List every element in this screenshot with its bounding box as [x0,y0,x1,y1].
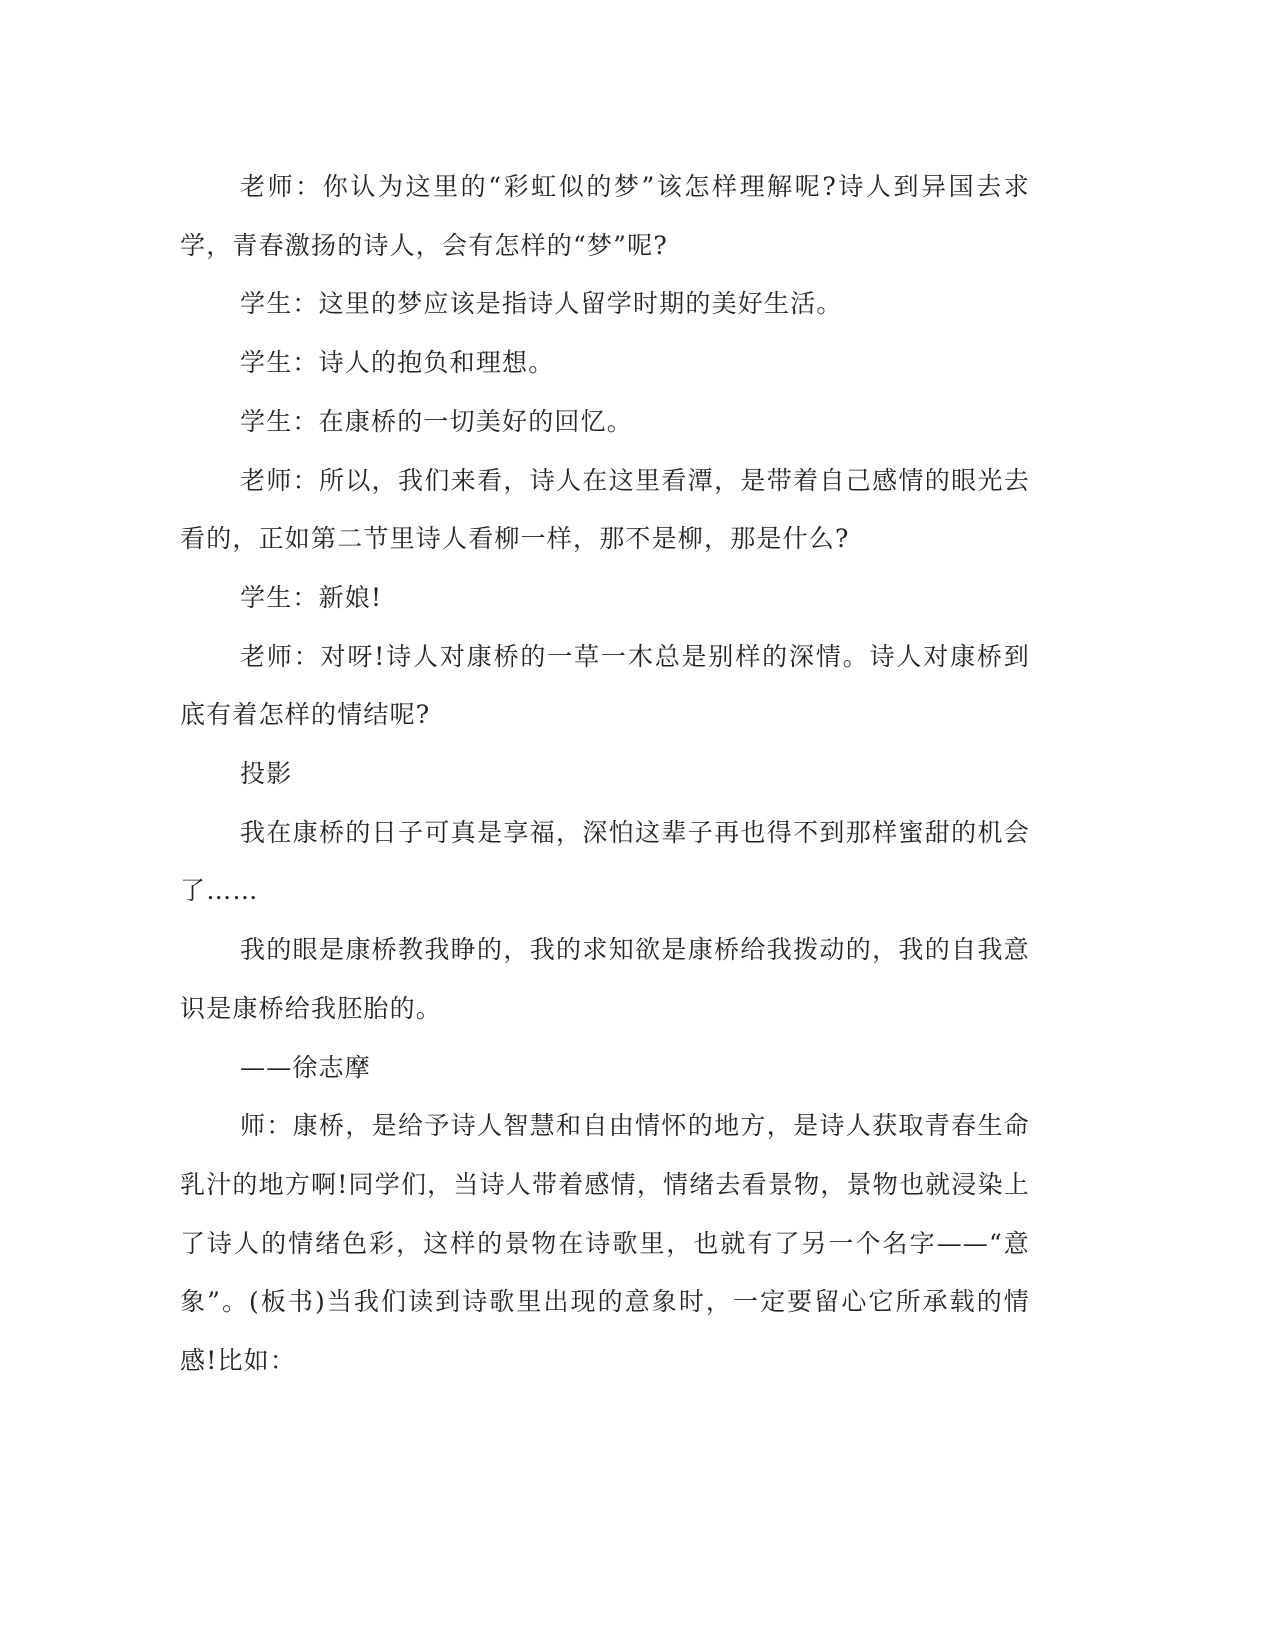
paragraph-teacher-explain: 老师：所以，我们来看，诗人在这里看潭，是带着自己感情的眼光去看的，正如第二节里诗人看柳一样，那不是柳，那是什么? [180,465,1030,554]
paragraph-quote-attribution: ——徐志摩 [240,1052,372,1082]
paragraph-teacher-question: 老师：你认为这里的“彩虹似的梦”该怎样理解呢?诗人到异国去求学，青春激扬的诗人，会有怎样的“梦”呢? [180,172,1030,260]
paragraph-quote-2: 我的眼是康桥教我睁的，我的求知欲是康桥给我拨动的，我的自我意识是康桥给我胚胎的。 [180,935,1030,1023]
paragraph-student-answer-2: 学生：诗人的抱负和理想。 [240,348,555,378]
paragraph-student-answer-1: 学生：这里的梦应该是指诗人留学时期的美好生活。 [240,289,843,319]
paragraph-projection-label: 投影 [240,759,293,789]
paragraph-teacher-followup: 老师：对呀!诗人对康桥的一草一木总是别样的深情。诗人对康桥到底有着怎样的情结呢? [180,641,1030,730]
paragraph-student-answer-3: 学生：在康桥的一切美好的回忆。 [240,406,634,436]
paragraph-quote-1: 我在康桥的日子可真是享福，深怕这辈子再也得不到那样蜜甜的机会了…… [180,817,1030,906]
document-body [180,158,1030,1391]
paragraph-student-answer-4: 学生：新娘! [240,582,383,612]
paragraph-teacher-summary: 师：康桥，是给予诗人智慧和自由情怀的地方，是诗人获取青春生命乳汁的地方啊!同学们，当诗人带着感情，情绪去看景物，景物也就浸染上了诗人的情绪色彩，这样的景物在诗歌里，也就有了另一个名字——“意象”。(板书)当我们读到诗歌里出现的意象时，一定要留心它所承载的情感!比如： [180,1111,1030,1376]
